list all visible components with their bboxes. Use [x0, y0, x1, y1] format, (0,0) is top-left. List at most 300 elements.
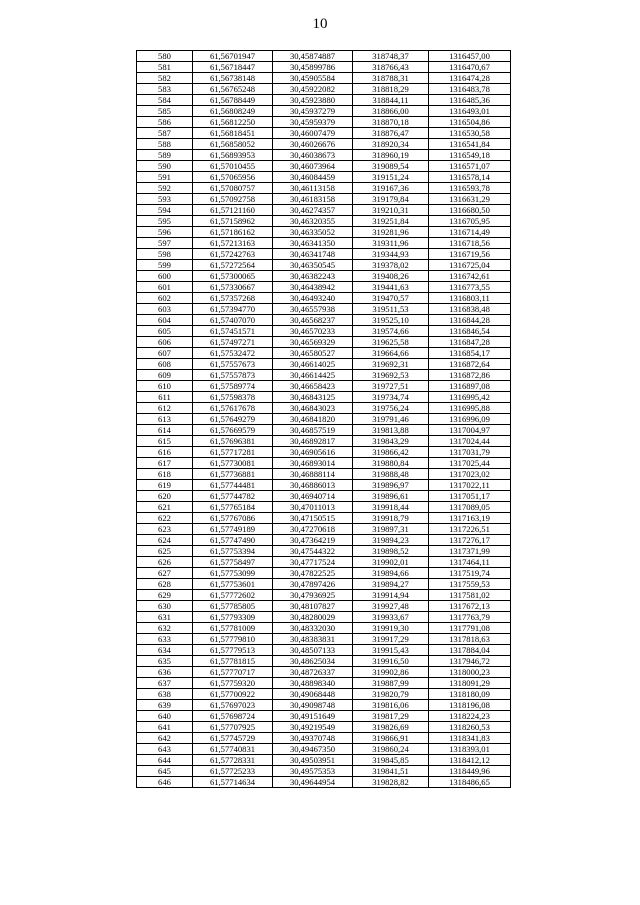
table-row [137, 447, 511, 458]
x-coordinate-cell: 318788,31 [353, 73, 429, 84]
table-row [137, 403, 511, 414]
point-number-cell: 639 [137, 700, 193, 711]
longitude-cell: 30,46183158 [273, 194, 353, 205]
point-number-cell: 584 [137, 95, 193, 106]
table-row [137, 766, 511, 777]
y-coordinate-cell: 1316803,11 [429, 293, 511, 304]
table-row [137, 623, 511, 634]
point-number-cell: 591 [137, 172, 193, 183]
latitude-cell: 61,57753394 [193, 546, 273, 557]
x-coordinate-cell: 319813,88 [353, 425, 429, 436]
table-row [137, 51, 511, 62]
y-coordinate-cell: 1316493,01 [429, 106, 511, 117]
point-number-cell: 597 [137, 238, 193, 249]
table-row [137, 95, 511, 106]
table-row [137, 480, 511, 491]
y-coordinate-cell: 1316773,55 [429, 282, 511, 293]
point-number-cell: 646 [137, 777, 193, 788]
y-coordinate-cell: 1317559,53 [429, 579, 511, 590]
point-number-cell: 614 [137, 425, 193, 436]
y-coordinate-cell: 1316530,58 [429, 128, 511, 139]
point-number-cell: 593 [137, 194, 193, 205]
y-coordinate-cell: 1316897,08 [429, 381, 511, 392]
table-row [137, 183, 511, 194]
longitude-cell: 30,46007479 [273, 128, 353, 139]
y-coordinate-cell: 1316485,36 [429, 95, 511, 106]
table-row [137, 700, 511, 711]
point-number-cell: 581 [137, 62, 193, 73]
table-row [137, 546, 511, 557]
y-coordinate-cell: 1316718,56 [429, 238, 511, 249]
longitude-cell: 30,46841820 [273, 414, 353, 425]
point-number-cell: 620 [137, 491, 193, 502]
table-row [137, 161, 511, 172]
x-coordinate-cell: 319902,86 [353, 667, 429, 678]
x-coordinate-cell: 319887,99 [353, 678, 429, 689]
table-row [137, 777, 511, 788]
x-coordinate-cell: 319915,43 [353, 645, 429, 656]
table-row [137, 271, 511, 282]
y-coordinate-cell: 1317025,44 [429, 458, 511, 469]
point-number-cell: 595 [137, 216, 193, 227]
table-row [137, 436, 511, 447]
latitude-cell: 61,56893953 [193, 150, 273, 161]
point-number-cell: 612 [137, 403, 193, 414]
point-number-cell: 606 [137, 337, 193, 348]
longitude-cell: 30,47270618 [273, 524, 353, 535]
point-number-cell: 642 [137, 733, 193, 744]
y-coordinate-cell: 1317031,79 [429, 447, 511, 458]
latitude-cell: 61,57793309 [193, 612, 273, 623]
x-coordinate-cell: 318876,47 [353, 128, 429, 139]
y-coordinate-cell: 1317818,63 [429, 634, 511, 645]
y-coordinate-cell: 1316593,78 [429, 183, 511, 194]
longitude-cell: 30,46073964 [273, 161, 353, 172]
point-number-cell: 640 [137, 711, 193, 722]
longitude-cell: 30,46493240 [273, 293, 353, 304]
x-coordinate-cell: 319151,24 [353, 172, 429, 183]
table-row [137, 678, 511, 689]
y-coordinate-cell: 1317946,72 [429, 656, 511, 667]
table-row [137, 260, 511, 271]
longitude-cell: 30,47011013 [273, 502, 353, 513]
y-coordinate-cell: 1316578,14 [429, 172, 511, 183]
point-number-cell: 623 [137, 524, 193, 535]
latitude-cell: 61,57697023 [193, 700, 273, 711]
table-row [137, 579, 511, 590]
x-coordinate-cell: 319919,30 [353, 623, 429, 634]
point-number-cell: 609 [137, 370, 193, 381]
y-coordinate-cell: 1317464,11 [429, 557, 511, 568]
y-coordinate-cell: 1317089,05 [429, 502, 511, 513]
longitude-cell: 30,46843023 [273, 403, 353, 414]
longitude-cell: 30,46274357 [273, 205, 353, 216]
latitude-cell: 61,57532472 [193, 348, 273, 359]
y-coordinate-cell: 1316742,61 [429, 271, 511, 282]
table-row [137, 568, 511, 579]
x-coordinate-cell: 319525,10 [353, 315, 429, 326]
latitude-cell: 61,57785805 [193, 601, 273, 612]
y-coordinate-cell: 1316995,42 [429, 392, 511, 403]
point-number-cell: 645 [137, 766, 193, 777]
y-coordinate-cell: 1317519,74 [429, 568, 511, 579]
x-coordinate-cell: 319888,48 [353, 469, 429, 480]
x-coordinate-cell: 319843,29 [353, 436, 429, 447]
x-coordinate-cell: 318766,43 [353, 62, 429, 73]
y-coordinate-cell: 1316844,28 [429, 315, 511, 326]
table-row [137, 755, 511, 766]
latitude-cell: 61,56718447 [193, 62, 273, 73]
x-coordinate-cell: 319828,82 [353, 777, 429, 788]
table-row [137, 744, 511, 755]
table-row [137, 502, 511, 513]
longitude-cell: 30,48507133 [273, 645, 353, 656]
table-row [137, 667, 511, 678]
longitude-cell: 30,49068448 [273, 689, 353, 700]
x-coordinate-cell: 319918,44 [353, 502, 429, 513]
longitude-cell: 30,46893014 [273, 458, 353, 469]
table-row [137, 139, 511, 150]
y-coordinate-cell: 1316872,64 [429, 359, 511, 370]
y-coordinate-cell: 1316847,28 [429, 337, 511, 348]
longitude-cell: 30,47150515 [273, 513, 353, 524]
page-number: 10 [312, 16, 328, 32]
point-number-cell: 585 [137, 106, 193, 117]
longitude-cell: 30,46905616 [273, 447, 353, 458]
table-row [137, 194, 511, 205]
y-coordinate-cell: 1317371,99 [429, 546, 511, 557]
longitude-cell: 30,46580527 [273, 348, 353, 359]
y-coordinate-cell: 1318196,08 [429, 700, 511, 711]
y-coordinate-cell: 1316725,04 [429, 260, 511, 271]
longitude-cell: 30,45874887 [273, 51, 353, 62]
x-coordinate-cell: 319408,26 [353, 271, 429, 282]
latitude-cell: 61,57700922 [193, 689, 273, 700]
y-coordinate-cell: 1318393,01 [429, 744, 511, 755]
table-row [137, 238, 511, 249]
point-number-cell: 580 [137, 51, 193, 62]
x-coordinate-cell: 319791,46 [353, 414, 429, 425]
point-number-cell: 613 [137, 414, 193, 425]
latitude-cell: 61,57617678 [193, 403, 273, 414]
latitude-cell: 61,56818451 [193, 128, 273, 139]
point-number-cell: 644 [137, 755, 193, 766]
longitude-cell: 30,46113158 [273, 183, 353, 194]
latitude-cell: 61,57213163 [193, 238, 273, 249]
coordinates-table-body [137, 51, 511, 788]
table-row [137, 458, 511, 469]
x-coordinate-cell: 319896,97 [353, 480, 429, 491]
point-number-cell: 583 [137, 84, 193, 95]
longitude-cell: 30,46084459 [273, 172, 353, 183]
point-number-cell: 596 [137, 227, 193, 238]
y-coordinate-cell: 1316680,50 [429, 205, 511, 216]
y-coordinate-cell: 1317276,17 [429, 535, 511, 546]
latitude-cell: 61,57730081 [193, 458, 273, 469]
longitude-cell: 30,46335052 [273, 227, 353, 238]
point-number-cell: 602 [137, 293, 193, 304]
y-coordinate-cell: 1318091,29 [429, 678, 511, 689]
longitude-cell: 30,47897426 [273, 579, 353, 590]
y-coordinate-cell: 1316571,07 [429, 161, 511, 172]
latitude-cell: 61,57598378 [193, 392, 273, 403]
point-number-cell: 601 [137, 282, 193, 293]
table-row [137, 150, 511, 161]
longitude-cell: 30,46038673 [273, 150, 353, 161]
longitude-cell: 30,49644954 [273, 777, 353, 788]
longitude-cell: 30,48625034 [273, 656, 353, 667]
table-row [137, 216, 511, 227]
latitude-cell: 61,57725233 [193, 766, 273, 777]
table-row [137, 491, 511, 502]
y-coordinate-cell: 1317581,02 [429, 590, 511, 601]
y-coordinate-cell: 1316470,67 [429, 62, 511, 73]
x-coordinate-cell: 318818,29 [353, 84, 429, 95]
longitude-cell: 30,46614425 [273, 370, 353, 381]
x-coordinate-cell: 319897,31 [353, 524, 429, 535]
longitude-cell: 30,45959379 [273, 117, 353, 128]
point-number-cell: 599 [137, 260, 193, 271]
y-coordinate-cell: 1317023,02 [429, 469, 511, 480]
point-number-cell: 638 [137, 689, 193, 700]
longitude-cell: 30,45923880 [273, 95, 353, 106]
y-coordinate-cell: 1317163,19 [429, 513, 511, 524]
x-coordinate-cell: 319816,06 [353, 700, 429, 711]
y-coordinate-cell: 1316995,88 [429, 403, 511, 414]
point-number-cell: 600 [137, 271, 193, 282]
table-row [137, 513, 511, 524]
longitude-cell: 30,48107827 [273, 601, 353, 612]
table-row [137, 249, 511, 260]
point-number-cell: 608 [137, 359, 193, 370]
longitude-cell: 30,48726337 [273, 667, 353, 678]
point-number-cell: 594 [137, 205, 193, 216]
x-coordinate-cell: 318920,34 [353, 139, 429, 150]
table-row [137, 392, 511, 403]
longitude-cell: 30,48280029 [273, 612, 353, 623]
longitude-cell: 30,46320355 [273, 216, 353, 227]
y-coordinate-cell: 1316996,09 [429, 414, 511, 425]
x-coordinate-cell: 319210,31 [353, 205, 429, 216]
latitude-cell: 61,57186162 [193, 227, 273, 238]
y-coordinate-cell: 1318486,65 [429, 777, 511, 788]
latitude-cell: 61,57330667 [193, 282, 273, 293]
y-coordinate-cell: 1318412,12 [429, 755, 511, 766]
y-coordinate-cell: 1316474,28 [429, 73, 511, 84]
latitude-cell: 61,57744782 [193, 491, 273, 502]
y-coordinate-cell: 1318180,09 [429, 689, 511, 700]
x-coordinate-cell: 319817,29 [353, 711, 429, 722]
latitude-cell: 61,57765184 [193, 502, 273, 513]
latitude-cell: 61,57669579 [193, 425, 273, 436]
longitude-cell: 30,46886013 [273, 480, 353, 491]
longitude-cell: 30,46557938 [273, 304, 353, 315]
table-row [137, 326, 511, 337]
latitude-cell: 61,56765248 [193, 84, 273, 95]
point-number-cell: 607 [137, 348, 193, 359]
latitude-cell: 61,57758497 [193, 557, 273, 568]
point-number-cell: 618 [137, 469, 193, 480]
point-number-cell: 603 [137, 304, 193, 315]
table-row [137, 337, 511, 348]
x-coordinate-cell: 319845,85 [353, 755, 429, 766]
longitude-cell: 30,48383831 [273, 634, 353, 645]
longitude-cell: 30,46857519 [273, 425, 353, 436]
table-row [137, 425, 511, 436]
longitude-cell: 30,46569329 [273, 337, 353, 348]
x-coordinate-cell: 319574,66 [353, 326, 429, 337]
latitude-cell: 61,57714634 [193, 777, 273, 788]
latitude-cell: 61,57557873 [193, 370, 273, 381]
latitude-cell: 61,57779513 [193, 645, 273, 656]
table-row [137, 733, 511, 744]
latitude-cell: 61,57272564 [193, 260, 273, 271]
latitude-cell: 61,57772602 [193, 590, 273, 601]
table-row [137, 590, 511, 601]
point-number-cell: 636 [137, 667, 193, 678]
latitude-cell: 61,57696381 [193, 436, 273, 447]
table-row [137, 711, 511, 722]
longitude-cell: 30,46892817 [273, 436, 353, 447]
point-number-cell: 628 [137, 579, 193, 590]
x-coordinate-cell: 319378,02 [353, 260, 429, 271]
longitude-cell: 30,46026676 [273, 139, 353, 150]
table-row [137, 227, 511, 238]
longitude-cell: 30,46341350 [273, 238, 353, 249]
point-number-cell: 587 [137, 128, 193, 139]
latitude-cell: 61,57242763 [193, 249, 273, 260]
x-coordinate-cell: 319902,01 [353, 557, 429, 568]
x-coordinate-cell: 319344,93 [353, 249, 429, 260]
table-row [137, 304, 511, 315]
longitude-cell: 30,47544322 [273, 546, 353, 557]
longitude-cell: 30,47364219 [273, 535, 353, 546]
y-coordinate-cell: 1316457,00 [429, 51, 511, 62]
latitude-cell: 61,57589774 [193, 381, 273, 392]
point-number-cell: 625 [137, 546, 193, 557]
y-coordinate-cell: 1317024,44 [429, 436, 511, 447]
table-row [137, 469, 511, 480]
x-coordinate-cell: 318844,11 [353, 95, 429, 106]
y-coordinate-cell: 1316872,86 [429, 370, 511, 381]
point-number-cell: 586 [137, 117, 193, 128]
latitude-cell: 61,57080757 [193, 183, 273, 194]
latitude-cell: 61,57451571 [193, 326, 273, 337]
latitude-cell: 61,57707925 [193, 722, 273, 733]
latitude-cell: 61,57010455 [193, 161, 273, 172]
latitude-cell: 61,57728331 [193, 755, 273, 766]
x-coordinate-cell: 319692,53 [353, 370, 429, 381]
longitude-cell: 30,46350545 [273, 260, 353, 271]
table-row [137, 117, 511, 128]
latitude-cell: 61,57753099 [193, 568, 273, 579]
table-row [137, 722, 511, 733]
table-row [137, 656, 511, 667]
table-row [137, 293, 511, 304]
x-coordinate-cell: 319894,27 [353, 579, 429, 590]
x-coordinate-cell: 319841,51 [353, 766, 429, 777]
y-coordinate-cell: 1316705,95 [429, 216, 511, 227]
latitude-cell: 61,57753601 [193, 579, 273, 590]
y-coordinate-cell: 1316631,29 [429, 194, 511, 205]
point-number-cell: 622 [137, 513, 193, 524]
longitude-cell: 30,46658423 [273, 381, 353, 392]
x-coordinate-cell: 319251,84 [353, 216, 429, 227]
point-number-cell: 621 [137, 502, 193, 513]
point-number-cell: 588 [137, 139, 193, 150]
latitude-cell: 61,57781815 [193, 656, 273, 667]
table-row [137, 370, 511, 381]
latitude-cell: 61,57781009 [193, 623, 273, 634]
point-number-cell: 582 [137, 73, 193, 84]
point-number-cell: 610 [137, 381, 193, 392]
y-coordinate-cell: 1318000,23 [429, 667, 511, 678]
table-row [137, 634, 511, 645]
x-coordinate-cell: 319918,79 [353, 513, 429, 524]
table-row [137, 612, 511, 623]
longitude-cell: 30,46570233 [273, 326, 353, 337]
latitude-cell: 61,57744481 [193, 480, 273, 491]
latitude-cell: 61,57158962 [193, 216, 273, 227]
longitude-cell: 30,47717524 [273, 557, 353, 568]
y-coordinate-cell: 1317226,51 [429, 524, 511, 535]
y-coordinate-cell: 1318224,23 [429, 711, 511, 722]
y-coordinate-cell: 1316483,78 [429, 84, 511, 95]
x-coordinate-cell: 319511,53 [353, 304, 429, 315]
latitude-cell: 61,57065956 [193, 172, 273, 183]
y-coordinate-cell: 1317004,97 [429, 425, 511, 436]
point-number-cell: 632 [137, 623, 193, 634]
table-row [137, 128, 511, 139]
point-number-cell: 592 [137, 183, 193, 194]
point-number-cell: 605 [137, 326, 193, 337]
latitude-cell: 61,56858052 [193, 139, 273, 150]
latitude-cell: 61,57717281 [193, 447, 273, 458]
table-row [137, 205, 511, 216]
x-coordinate-cell: 319898,52 [353, 546, 429, 557]
table-row [137, 381, 511, 392]
point-number-cell: 589 [137, 150, 193, 161]
longitude-cell: 30,49503951 [273, 755, 353, 766]
point-number-cell: 611 [137, 392, 193, 403]
x-coordinate-cell: 319692,31 [353, 359, 429, 370]
y-coordinate-cell: 1317672,13 [429, 601, 511, 612]
longitude-cell: 30,48332030 [273, 623, 353, 634]
table-row [137, 689, 511, 700]
point-number-cell: 616 [137, 447, 193, 458]
latitude-cell: 61,56788449 [193, 95, 273, 106]
point-number-cell: 590 [137, 161, 193, 172]
table-row [137, 315, 511, 326]
table-row [137, 414, 511, 425]
point-number-cell: 641 [137, 722, 193, 733]
longitude-cell: 30,47822525 [273, 568, 353, 579]
longitude-cell: 30,45905584 [273, 73, 353, 84]
latitude-cell: 61,57092758 [193, 194, 273, 205]
longitude-cell: 30,48898340 [273, 678, 353, 689]
table-row [137, 601, 511, 612]
point-number-cell: 598 [137, 249, 193, 260]
y-coordinate-cell: 1316719,56 [429, 249, 511, 260]
table-row [137, 62, 511, 73]
x-coordinate-cell: 318870,18 [353, 117, 429, 128]
x-coordinate-cell: 319896,61 [353, 491, 429, 502]
table-row [137, 645, 511, 656]
latitude-cell: 61,57779810 [193, 634, 273, 645]
table-row [137, 84, 511, 95]
x-coordinate-cell: 319916,50 [353, 656, 429, 667]
x-coordinate-cell: 318960,19 [353, 150, 429, 161]
